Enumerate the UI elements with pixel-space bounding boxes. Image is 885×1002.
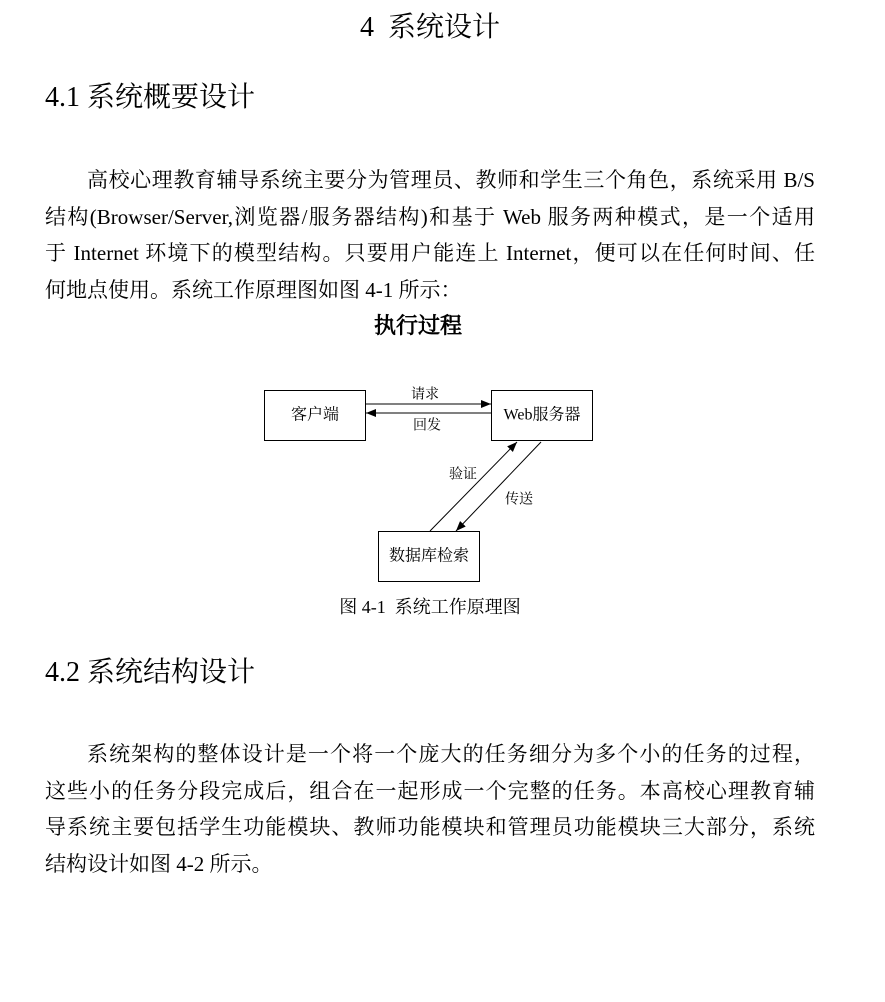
database-node (379, 532, 480, 582)
paragraph-line: 结构设计如图 4-2 所示。 (45, 851, 273, 876)
client-node (265, 391, 366, 441)
figure-caption: 图 4-1 系统工作原理图 (339, 597, 521, 617)
paragraph-line: 这些小的任务分段完成后，组合在一起形成一个完整的任务。本高校心理教育辅 (45, 778, 815, 803)
web-server-node (492, 391, 593, 441)
section-4-1-paragraph (45, 162, 815, 308)
paragraph-line: 导系统主要包括学生功能模块、教师功能模块和管理员功能模块三大部分，系统 (45, 815, 815, 839)
paragraph-line: 于 Internet 环境下的模型结构。只要用户能连上 Internet，便可以在任何时间、任 (45, 241, 815, 265)
reply-arrow-label: 回发 (413, 418, 441, 434)
paragraph-line: 结构(Browser/Server,浏览器/服务器结构)和基于 Web 服务两种模式，是一个适用 (45, 204, 815, 229)
transfer-arrow-label: 传送 (505, 492, 533, 508)
client-node-label: 客户端 (290, 406, 340, 424)
system-working-principle-diagram (240, 370, 620, 595)
paragraph-line: 系统架构的整体设计是一个将一个庞大的任务细分为多个小的任务的过程， (87, 742, 815, 766)
paragraph-line: 高校心理教育辅导系统主要分为管理员、教师和学生三个角色，系统采用 B/S (87, 168, 815, 192)
chapter-title: 4 系统设计 (359, 12, 500, 43)
request-arrow-label: 请求 (411, 387, 439, 403)
section-heading-4-2: 4.2 系统结构设计 (45, 657, 256, 688)
database-node-label: 数据库检索 (388, 547, 470, 565)
transfer-arrow (456, 442, 541, 531)
paragraph-line: 何地点使用。系统工作原理图如图 4-1 所示： (45, 277, 462, 302)
section-heading-4-1: 4.1 系统概要设计 (45, 82, 256, 113)
verify-arrow-label: 验证 (449, 467, 477, 483)
figure-title: 执行过程 (373, 313, 462, 338)
section-4-2-paragraph (45, 736, 815, 882)
verify-arrow (430, 442, 517, 531)
web-server-node-label: Web服务器 (503, 406, 581, 424)
